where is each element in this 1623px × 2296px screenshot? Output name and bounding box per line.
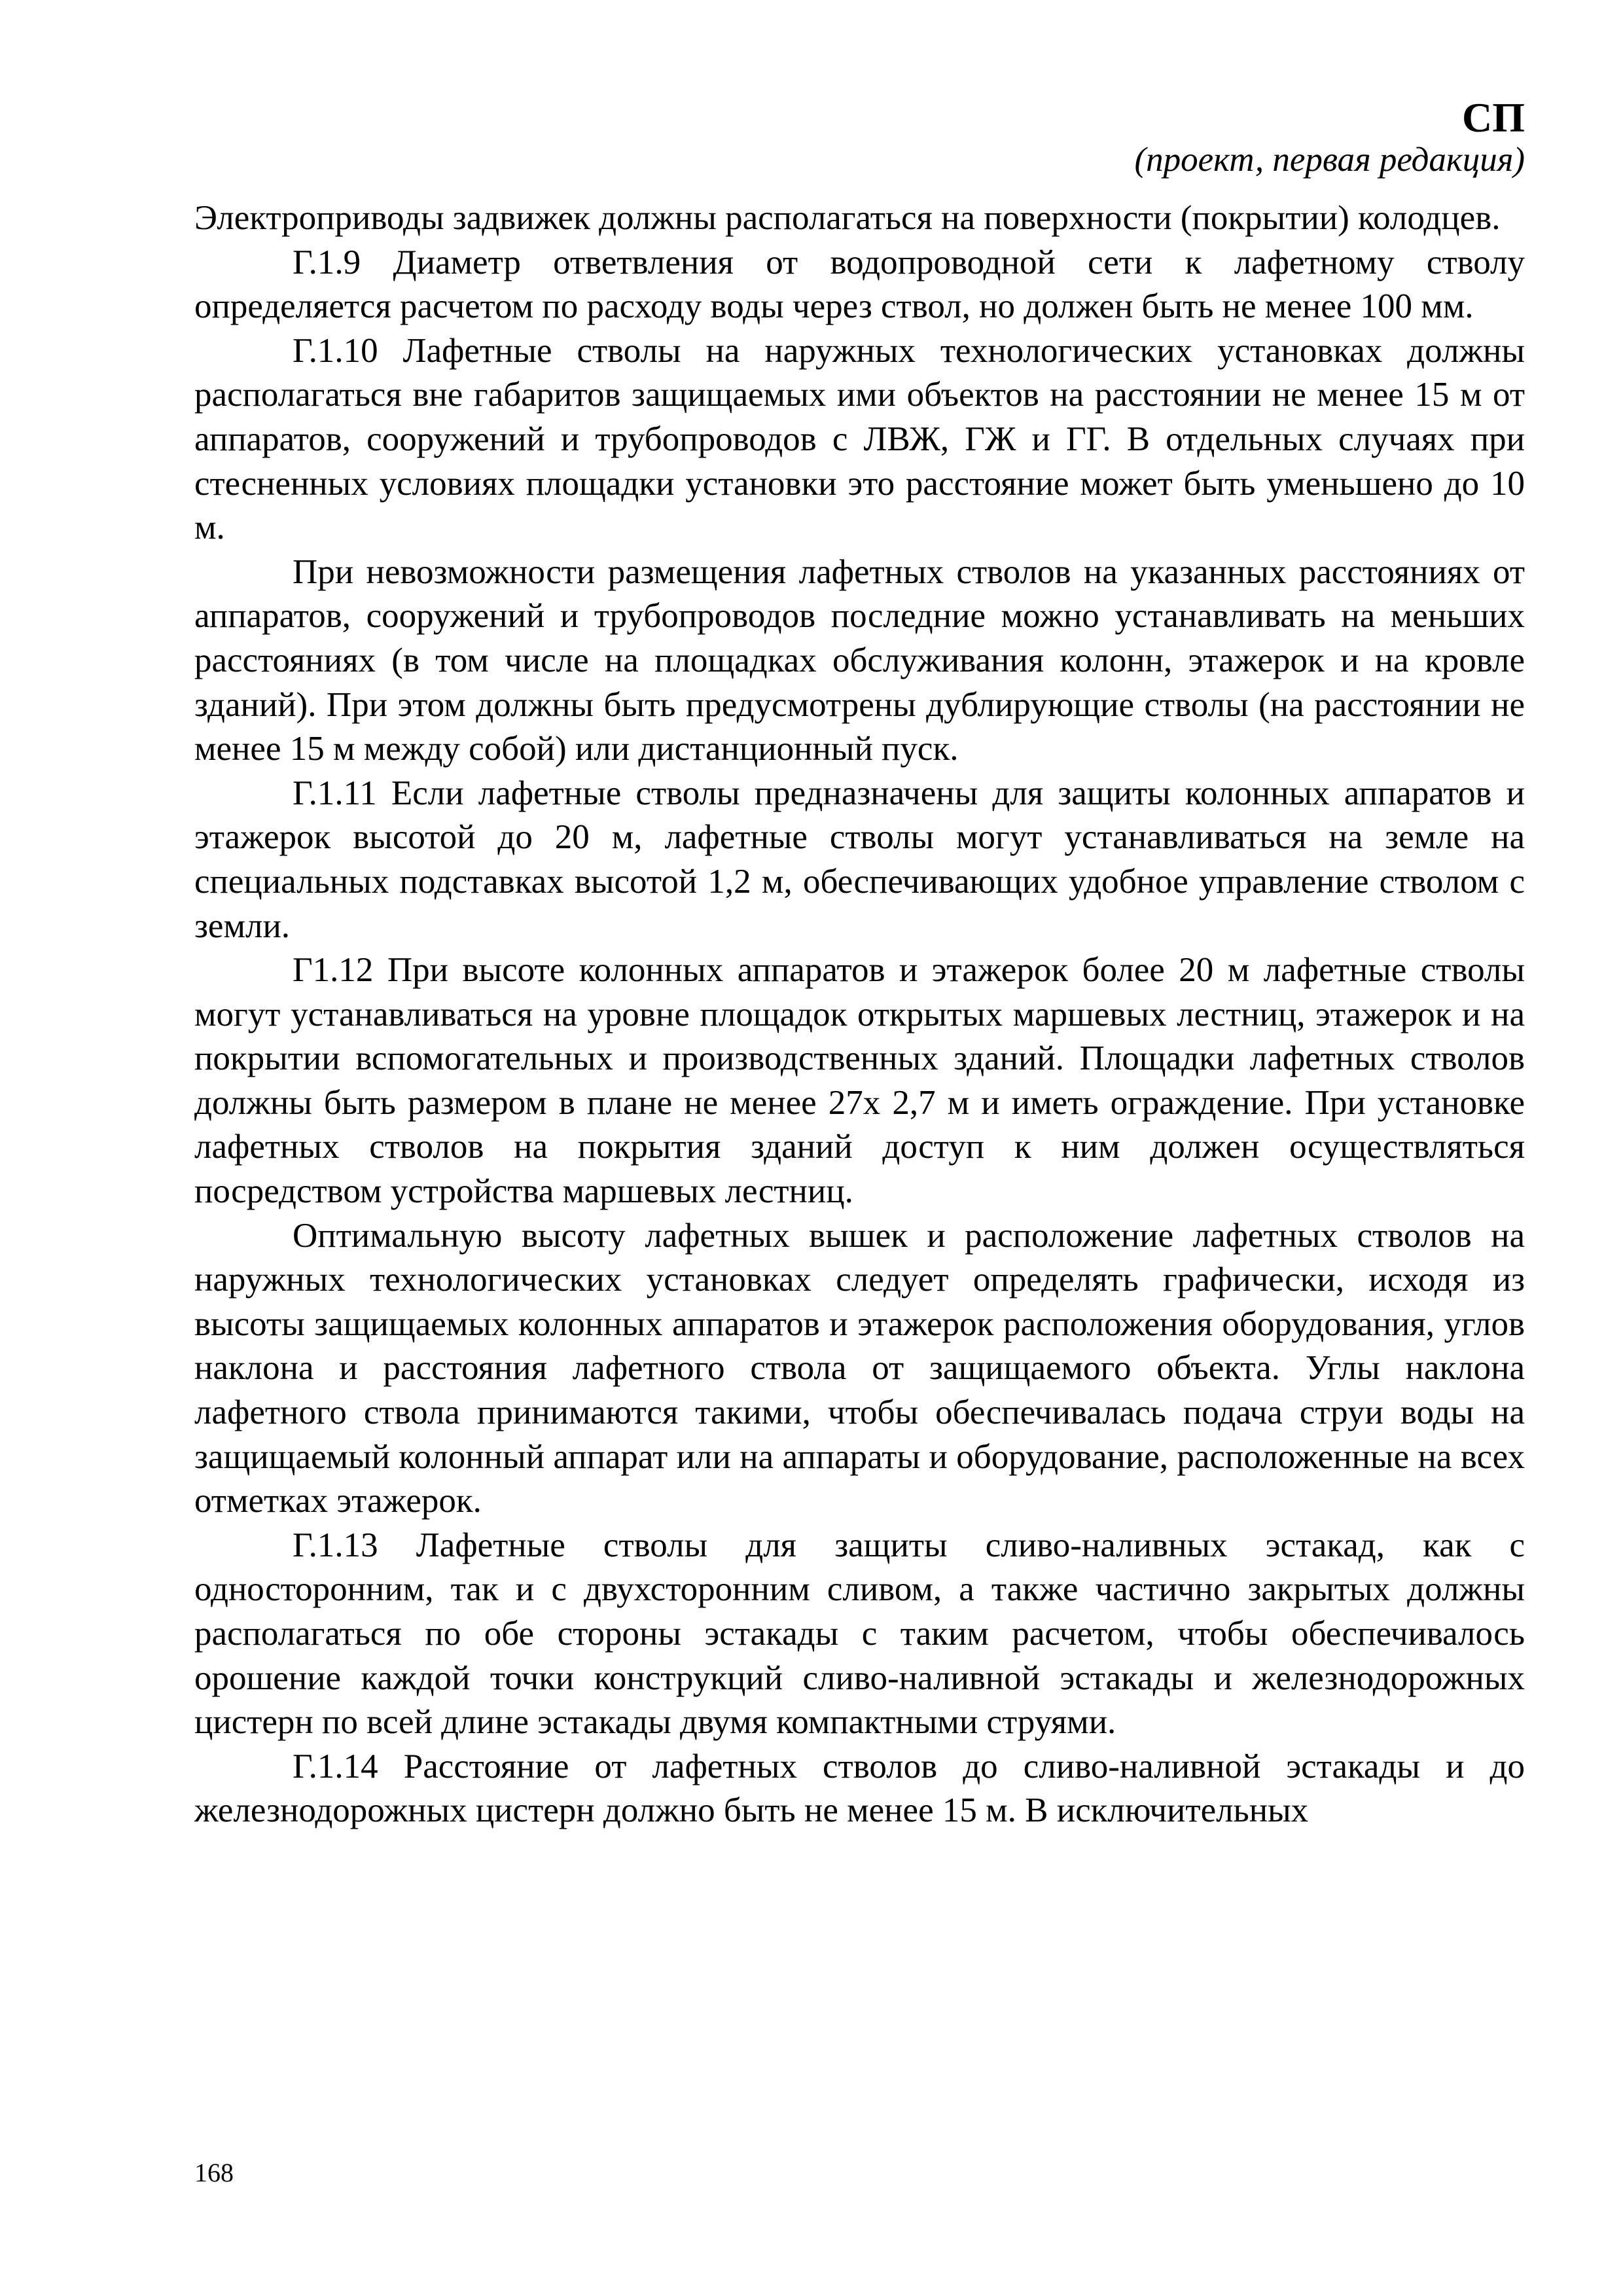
- paragraph: Электроприводы задвижек должны располагаться на поверхности (покрытии) колодцев.: [194, 199, 1501, 237]
- draft-edition-label: (проект, первая редакция): [1134, 141, 1525, 179]
- clause-g-1-13: Г.1.13 Лафетные стволы для защиты сливо-наливных эстакад, как с односторонним, так и с двухсторонним сливом, а также частично закрытых должны располагаться по обе стороны эстакады с таким расчетом, чтобы обеспечивалось орошение каждой точки конструкций сливо-наливной эстакады и железнодорожных цистерн по всей длине эстакады двумя компактными струями.: [194, 1526, 1525, 1742]
- clause-g-1-12: Г1.12 При высоте колонных аппаратов и этажерок более 20 м лафетные стволы могут устанавливаться на уровне площадок открытых маршевых лестниц, этажерок и на покрытии вспомогательных и производственных зданий. Площадки лафетных стволов должны быть размером в плане не менее 27х 2,7 м и иметь ограждение. При установке лафетных стволов на покрытия зданий доступ к ним должен осуществляться посредством устройства маршевых лестниц.: [194, 951, 1525, 1211]
- clause-g-1-10: Г.1.10 Лафетные стволы на наружных технологических установках должны располагаться вне габаритов защищаемых ими объектов на расстоянии не менее 15 м от аппаратов, сооружений и трубопроводов с ЛВЖ, ГЖ и ГГ. В отдельных случаях при стесненных условиях площадки установки это расстояние может быть уменьшено до 10 м.: [194, 331, 1525, 547]
- page-number: 168: [194, 2158, 234, 2187]
- clause-g-1-11: Г.1.11 Если лафетные стволы предназначены для защиты колонных аппаратов и этажерок высотой до 20 м, лафетные стволы могут устанавливаться на земле на специальных подставках высотой 1,2 м, обеспечивающих удобное управление стволом с земли.: [194, 774, 1525, 945]
- document-code: СП: [1462, 94, 1525, 141]
- body-text: [194, 196, 1525, 1833]
- clause-g-1-14: Г.1.14 Расстояние от лафетных стволов до сливо-наливной эстакады и до железнодорожных цистерн должно быть не менее 15 м. В исключительных: [194, 1747, 1525, 1830]
- clause-g-1-9: Г.1.9 Диаметр ответвления от водопроводной сети к лафетному стволу определяется расчетом по расходу воды через ствол, но должен быть не менее 100 мм.: [194, 243, 1525, 326]
- paragraph: Оптимальную высоту лафетных вышек и расположение лафетных стволов на наружных технологических установках следует определять графически, исходя из высоты защищаемых колонных аппаратов и этажерок расположения оборудования, углов наклона и расстояния лафетного ствола от защищаемого объекта. Углы наклона лафетного ствола принимаются такими, чтобы обеспечивалась подача струи воды на защищаемый колонный аппарат или на аппараты и оборудование, расположенные на всех отметках этажерок.: [194, 1216, 1525, 1520]
- paragraph: При невозможности размещения лафетных стволов на указанных расстояниях от аппаратов, сооружений и трубопроводов последние можно устанавливать на меньших расстояниях (в том числе на площадках обслуживания колонн, этажерок и на кровле зданий). При этом должны быть предусмотрены дублирующие стволы (на расстоянии не менее 15 м между собой) или дистанционный пуск.: [194, 552, 1525, 768]
